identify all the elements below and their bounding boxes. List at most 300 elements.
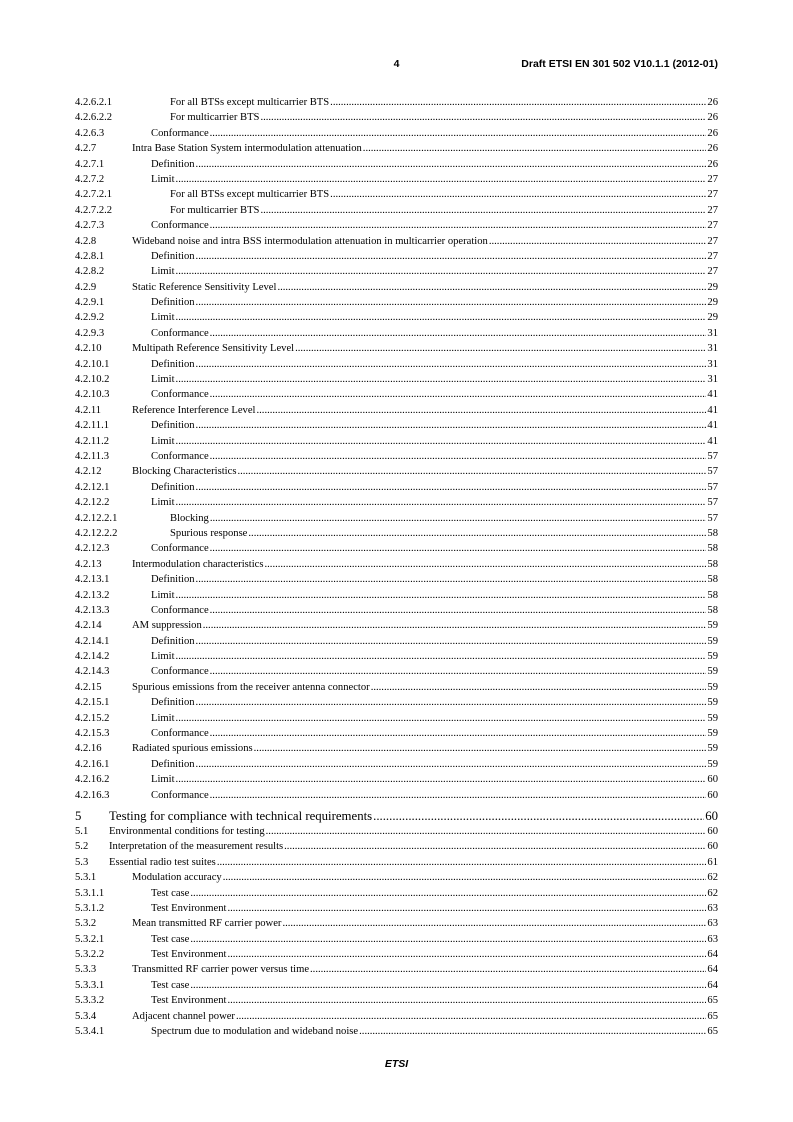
toc-dot-leader <box>265 557 707 572</box>
toc-entry[interactable] <box>75 418 718 433</box>
toc-entry-page: 57 <box>707 481 718 493</box>
toc-entry-body <box>170 110 718 125</box>
toc-dot-leader <box>277 280 706 295</box>
toc-entry-body <box>151 649 718 664</box>
toc-entry-number: 4.2.12.1 <box>75 481 110 493</box>
toc-entry-body <box>170 526 718 541</box>
toc-entry-number: 4.2.11 <box>75 404 102 416</box>
toc-dot-leader <box>190 978 706 993</box>
toc-entry-title: Limit <box>151 712 175 724</box>
toc-entry[interactable] <box>75 603 718 618</box>
toc-dot-leader <box>196 295 707 310</box>
toc-entry-title: Definition <box>151 574 195 586</box>
toc-entry[interactable] <box>75 824 718 839</box>
toc-entry-page: 58 <box>707 604 718 616</box>
toc-entry-page: 65 <box>707 1010 718 1022</box>
toc-dot-leader <box>237 464 706 479</box>
toc-entry-title: Conformance <box>151 728 209 740</box>
toc-entry-body <box>151 886 718 901</box>
toc-dot-leader <box>260 203 706 218</box>
toc-entry-page: 41 <box>707 404 718 416</box>
toc-entry-title: Definition <box>151 158 195 170</box>
toc-entry-body <box>151 126 718 141</box>
toc-entry[interactable] <box>75 808 718 824</box>
toc-entry[interactable] <box>75 1009 718 1024</box>
toc-entry[interactable] <box>75 772 718 787</box>
toc-entry-page: 58 <box>707 527 718 539</box>
toc-entry-number: 4.2.12 <box>75 466 102 478</box>
toc-dot-leader <box>295 341 706 356</box>
toc-entry-page: 59 <box>707 635 718 647</box>
toc-entry-title: Conformance <box>151 127 209 139</box>
toc-dot-leader <box>210 126 707 141</box>
toc-entry-title: Intra Base Station System intermodulation attenuation <box>132 143 362 155</box>
toc-entry-body <box>151 295 718 310</box>
toc-entry-number: 4.2.6.2.1 <box>75 97 113 108</box>
toc-entry-page: 41 <box>707 420 718 432</box>
toc-entry[interactable] <box>75 310 718 325</box>
toc-entry-page: 60 <box>707 774 718 786</box>
toc-entry[interactable] <box>75 95 718 110</box>
toc-entry-title: Wideband noise and intra BSS intermodulation attenuation in multicarrier operation <box>132 235 488 247</box>
toc-entry-page: 26 <box>707 127 718 139</box>
toc-entry-page: 61 <box>707 856 718 868</box>
toc-dot-leader <box>176 264 707 279</box>
toc-entry[interactable] <box>75 295 718 310</box>
toc-entry[interactable] <box>75 326 718 341</box>
toc-entry-title: Multipath Reference Sensitivity Level <box>132 343 295 355</box>
toc-entry-body <box>170 187 718 202</box>
toc-entry-number: 5.3.1.1 <box>75 887 105 899</box>
toc-entry-page: 64 <box>707 964 718 976</box>
toc-entry-number: 4.2.15.3 <box>75 728 110 740</box>
toc-entry-page: 58 <box>707 589 718 601</box>
toc-entry-body <box>109 808 718 824</box>
toc-entry-title: Transmitted RF carrier power versus time <box>132 964 310 976</box>
toc-dot-leader <box>489 234 707 249</box>
toc-entry-number: 4.2.15 <box>75 681 102 693</box>
toc-entry[interactable] <box>75 726 718 741</box>
toc-entry-body <box>151 726 718 741</box>
toc-entry-page: 59 <box>707 743 718 755</box>
toc-entry-title: Adjacent channel power <box>132 1010 235 1022</box>
toc-entry-body <box>151 480 718 495</box>
toc-entry[interactable] <box>75 572 718 587</box>
toc-entry-title: Test Environment <box>151 949 227 961</box>
toc-entry-page: 60 <box>705 808 718 823</box>
toc-dot-leader <box>196 357 707 372</box>
toc-entry-number: 4.2.11.3 <box>75 450 110 462</box>
toc-entry-page: 60 <box>707 841 718 853</box>
toc-entry-number: 4.2.9.2 <box>75 312 105 324</box>
toc-entry[interactable] <box>75 664 718 679</box>
toc-entry[interactable] <box>75 126 718 141</box>
toc-entry-body <box>132 464 718 479</box>
toc-entry-body <box>151 1024 718 1039</box>
toc-dot-leader <box>217 855 707 870</box>
toc-entry-number: 4.2.14.2 <box>75 651 110 663</box>
toc-dot-leader <box>248 526 706 541</box>
toc-entry-number: 4.2.7.2.1 <box>75 189 113 201</box>
toc-entry-body <box>151 541 718 556</box>
toc-entry-number: 4.2.13.1 <box>75 574 110 586</box>
toc-dot-leader <box>236 1009 706 1024</box>
toc-entry-number: 4.2.10.1 <box>75 358 110 370</box>
toc-dot-leader <box>176 310 707 325</box>
toc-entry-title: Limit <box>151 497 175 509</box>
toc-entry-page: 26 <box>707 97 718 108</box>
toc-entry-number: 4.2.12.3 <box>75 543 110 555</box>
toc-entry-number: 4.2.10.3 <box>75 389 110 401</box>
toc-entry-title: Blocking Characteristics <box>132 466 237 478</box>
toc-entry-page: 27 <box>707 235 718 247</box>
toc-entry-body <box>151 993 718 1008</box>
toc-dot-leader <box>176 372 707 387</box>
toc-entry-title: Conformance <box>151 666 209 678</box>
toc-entry-title: Environmental conditions for testing <box>109 825 265 837</box>
toc-entry-title: Limit <box>151 651 175 663</box>
toc-entry-body <box>151 310 718 325</box>
toc-entry-body <box>151 264 718 279</box>
toc-entry[interactable] <box>75 788 718 803</box>
toc-entry[interactable] <box>75 757 718 772</box>
toc-entry-number: 4.2.6.3 <box>75 127 105 139</box>
toc-entry-number: 4.2.14.3 <box>75 666 110 678</box>
toc-entry-page: 59 <box>707 758 718 770</box>
toc-dot-leader <box>266 824 707 839</box>
toc-entry-page: 63 <box>707 933 718 945</box>
toc-entry-title: Spurious response <box>170 527 248 539</box>
toc-entry[interactable] <box>75 511 718 526</box>
toc-dot-leader <box>196 757 707 772</box>
toc-entry-number: 4.2.16.1 <box>75 758 110 770</box>
toc-entry[interactable] <box>75 526 718 541</box>
toc-entry-body <box>109 824 718 839</box>
toc-entry-title: AM suppression <box>132 620 202 632</box>
toc-entry-title: Limit <box>151 312 175 324</box>
toc-entry-title: Conformance <box>151 543 209 555</box>
toc-entry[interactable] <box>75 218 718 233</box>
toc-entry-title: For all BTSs except multicarrier BTS <box>170 189 330 201</box>
toc-entry-page: 27 <box>707 250 718 262</box>
toc-dot-leader <box>176 711 707 726</box>
toc-entry-page: 26 <box>707 158 718 170</box>
toc-entry-title: Conformance <box>151 789 209 801</box>
toc-entry-body <box>132 680 718 695</box>
toc-entry[interactable] <box>75 855 718 870</box>
toc-dot-leader <box>359 1024 706 1039</box>
toc-entry-number: 5 <box>75 808 82 823</box>
toc-entry[interactable] <box>75 916 718 931</box>
toc-entry-title: Limit <box>151 374 175 386</box>
table-of-contents <box>75 95 718 1039</box>
toc-entry-page: 27 <box>707 220 718 232</box>
toc-dot-leader <box>196 480 707 495</box>
toc-dot-leader <box>196 418 707 433</box>
toc-entry[interactable] <box>75 993 718 1008</box>
page-header-number: 4 <box>393 58 400 70</box>
toc-entry[interactable] <box>75 711 718 726</box>
toc-entry-page: 57 <box>707 512 718 524</box>
toc-dot-leader <box>330 95 706 110</box>
toc-entry-number: 4.2.16.2 <box>75 774 110 786</box>
toc-entry-body <box>132 557 718 572</box>
toc-entry-body <box>151 947 718 962</box>
toc-entry-number: 4.2.9 <box>75 281 97 293</box>
toc-entry-title: For all BTSs except multicarrier BTS <box>170 97 330 108</box>
toc-entry-number: 4.2.13.3 <box>75 604 110 616</box>
toc-entry[interactable] <box>75 588 718 603</box>
toc-entry-title: Spurious emissions from the receiver antenna connector <box>132 681 370 693</box>
toc-entry-number: 4.2.11.1 <box>75 420 110 432</box>
toc-entry[interactable] <box>75 1024 718 1039</box>
toc-entry-body <box>151 495 718 510</box>
toc-entry-title: Limit <box>151 435 175 447</box>
toc-entry-title: Test Environment <box>151 902 227 914</box>
toc-entry-body <box>132 618 718 633</box>
toc-entry-page: 59 <box>707 651 718 663</box>
toc-entry-number: 4.2.16 <box>75 743 102 755</box>
toc-dot-leader <box>176 772 707 787</box>
toc-entry-body <box>132 341 718 356</box>
toc-entry-number: 4.2.7 <box>75 143 97 155</box>
toc-entry-page: 26 <box>707 112 718 124</box>
toc-entry-body <box>151 634 718 649</box>
toc-dot-leader <box>371 680 707 695</box>
toc-entry-number: 4.2.10 <box>75 343 102 355</box>
toc-entry-body <box>151 932 718 947</box>
toc-entry[interactable] <box>75 695 718 710</box>
toc-entry-page: 59 <box>707 681 718 693</box>
toc-entry-page: 26 <box>707 143 718 155</box>
toc-dot-leader <box>196 634 707 649</box>
toc-dot-leader <box>196 249 707 264</box>
toc-entry-page: 29 <box>707 312 718 324</box>
toc-entry-body <box>109 839 718 854</box>
toc-entry-title: Limit <box>151 266 175 278</box>
toc-entry[interactable] <box>75 234 718 249</box>
toc-entry[interactable] <box>75 110 718 125</box>
toc-dot-leader <box>254 741 707 756</box>
toc-entry[interactable] <box>75 341 718 356</box>
toc-entry-page: 59 <box>707 712 718 724</box>
toc-dot-leader <box>210 218 707 233</box>
toc-entry[interactable] <box>75 978 718 993</box>
toc-entry[interactable] <box>75 249 718 264</box>
toc-entry-page: 31 <box>707 374 718 386</box>
toc-entry[interactable] <box>75 901 718 916</box>
toc-entry[interactable] <box>75 372 718 387</box>
toc-entry-page: 27 <box>707 204 718 216</box>
toc-entry-page: 29 <box>707 297 718 309</box>
toc-entry[interactable] <box>75 172 718 187</box>
toc-entry-body <box>151 449 718 464</box>
toc-entry-title: Test case <box>151 933 190 945</box>
toc-entry-number: 4.2.11.2 <box>75 435 110 447</box>
toc-dot-leader <box>203 618 707 633</box>
toc-entry-body <box>132 234 718 249</box>
toc-entry-title: Definition <box>151 758 195 770</box>
toc-entry[interactable] <box>75 634 718 649</box>
toc-entry-body <box>151 372 718 387</box>
toc-dot-leader <box>210 326 707 341</box>
toc-dot-leader <box>227 901 706 916</box>
toc-dot-leader <box>310 962 706 977</box>
toc-entry-title: Interpretation of the measurement results <box>109 841 284 853</box>
toc-entry-number: 5.3.4.1 <box>75 1026 105 1038</box>
toc-dot-leader <box>176 588 707 603</box>
toc-dot-leader <box>210 449 707 464</box>
toc-entry[interactable] <box>75 886 718 901</box>
toc-entry[interactable] <box>75 649 718 664</box>
toc-entry-body <box>151 249 718 264</box>
toc-entry-number: 4.2.13 <box>75 558 102 570</box>
toc-entry-body <box>132 1009 718 1024</box>
toc-entry-number: 4.2.7.1 <box>75 158 105 170</box>
toc-entry-body <box>132 916 718 931</box>
toc-entry-title: Blocking <box>170 512 209 524</box>
toc-entry-body <box>151 711 718 726</box>
toc-entry-title: Definition <box>151 420 195 432</box>
toc-dot-leader <box>363 141 707 156</box>
toc-entry-title: Definition <box>151 358 195 370</box>
toc-entry-body <box>170 203 718 218</box>
toc-dot-leader <box>210 664 707 679</box>
toc-entry[interactable] <box>75 141 718 156</box>
toc-entry-page: 41 <box>707 389 718 401</box>
toc-entry-page: 27 <box>707 189 718 201</box>
toc-entry-page: 58 <box>707 543 718 555</box>
toc-entry-page: 60 <box>707 789 718 801</box>
toc-entry[interactable] <box>75 449 718 464</box>
toc-entry-body <box>151 603 718 618</box>
toc-entry[interactable] <box>75 480 718 495</box>
toc-entry-title: Conformance <box>151 220 209 232</box>
toc-entry-number: 5.1 <box>75 825 89 837</box>
toc-dot-leader <box>190 886 706 901</box>
toc-entry[interactable] <box>75 464 718 479</box>
toc-entry-number: 4.2.13.2 <box>75 589 110 601</box>
toc-entry-number: 5.3 <box>75 856 89 868</box>
toc-entry[interactable] <box>75 839 718 854</box>
toc-dot-leader <box>190 932 706 947</box>
toc-entry-body <box>151 664 718 679</box>
toc-dot-leader <box>257 403 707 418</box>
toc-entry[interactable] <box>75 495 718 510</box>
toc-entry-body <box>132 403 718 418</box>
toc-entry[interactable] <box>75 264 718 279</box>
toc-entry-number: 4.2.10.2 <box>75 374 110 386</box>
toc-dot-leader <box>284 839 706 854</box>
toc-dot-leader <box>210 603 707 618</box>
toc-entry[interactable] <box>75 618 718 633</box>
toc-entry-body <box>151 772 718 787</box>
toc-entry[interactable] <box>75 680 718 695</box>
toc-entry-title: Essential radio test suites <box>109 856 216 868</box>
toc-entry-page: 59 <box>707 666 718 678</box>
toc-entry-body <box>132 141 718 156</box>
toc-entry-body <box>132 741 718 756</box>
toc-entry[interactable] <box>75 932 718 947</box>
toc-entry[interactable] <box>75 403 718 418</box>
toc-entry-page: 64 <box>707 979 718 991</box>
toc-entry[interactable] <box>75 434 718 449</box>
toc-entry[interactable] <box>75 741 718 756</box>
toc-entry-number: 4.2.8.2 <box>75 266 105 278</box>
toc-dot-leader <box>210 726 707 741</box>
toc-entry-title: Definition <box>151 250 195 262</box>
toc-entry-page: 41 <box>707 435 718 447</box>
toc-entry-number: 5.3.4 <box>75 1010 97 1022</box>
toc-entry-page: 57 <box>707 450 718 462</box>
toc-entry-body <box>151 434 718 449</box>
toc-entry-number: 5.3.1.2 <box>75 902 105 914</box>
toc-entry-number: 4.2.7.2 <box>75 173 105 185</box>
toc-entry-title: Definition <box>151 635 195 647</box>
toc-entry[interactable] <box>75 557 718 572</box>
toc-entry[interactable] <box>75 157 718 172</box>
toc-dot-leader <box>176 434 707 449</box>
toc-dot-leader <box>223 870 707 885</box>
toc-dot-leader <box>373 808 704 824</box>
toc-entry-number: 4.2.12.2.1 <box>75 512 118 524</box>
toc-entry-number: 4.2.14 <box>75 620 102 632</box>
toc-entry-title: Test case <box>151 979 190 991</box>
toc-entry-title: Definition <box>151 481 195 493</box>
toc-entry[interactable] <box>75 962 718 977</box>
toc-entry-title: For multicarrier BTS <box>170 112 260 124</box>
toc-dot-leader <box>210 387 707 402</box>
toc-entry-body <box>151 901 718 916</box>
toc-entry-page: 60 <box>707 825 718 837</box>
toc-dot-leader <box>330 187 706 202</box>
toc-entry-title: Test Environment <box>151 995 227 1007</box>
toc-entry-title: Static Reference Sensitivity Level <box>132 281 277 293</box>
toc-entry[interactable] <box>75 280 718 295</box>
toc-dot-leader <box>227 947 706 962</box>
toc-entry[interactable] <box>75 357 718 372</box>
toc-entry-body <box>132 962 718 977</box>
toc-entry-page: 31 <box>707 327 718 339</box>
toc-entry-page: 57 <box>707 497 718 509</box>
toc-entry-page: 62 <box>707 872 718 884</box>
toc-entry-title: Limit <box>151 173 175 185</box>
toc-dot-leader <box>176 172 707 187</box>
toc-entry[interactable] <box>75 947 718 962</box>
toc-entry[interactable] <box>75 541 718 556</box>
toc-entry-number: 5.2 <box>75 841 89 853</box>
toc-entry-number: 4.2.7.3 <box>75 220 105 232</box>
toc-entry-page: 27 <box>707 266 718 278</box>
toc-entry[interactable] <box>75 387 718 402</box>
toc-entry-title: Definition <box>151 297 195 309</box>
toc-dot-leader <box>196 695 707 710</box>
toc-dot-leader <box>282 916 706 931</box>
toc-entry-title: Limit <box>151 774 175 786</box>
toc-entry[interactable] <box>75 203 718 218</box>
toc-entry-number: 4.2.8.1 <box>75 250 105 262</box>
toc-entry[interactable] <box>75 870 718 885</box>
toc-entry-number: 4.2.16.3 <box>75 789 110 801</box>
toc-entry-number: 4.2.14.1 <box>75 635 110 647</box>
toc-entry-page: 29 <box>707 281 718 293</box>
toc-entry-number: 4.2.12.2 <box>75 497 110 509</box>
toc-entry[interactable] <box>75 187 718 202</box>
toc-entry-number: 4.2.12.2.2 <box>75 527 118 539</box>
toc-entry-body <box>170 95 718 110</box>
toc-entry-number: 4.2.6.2.2 <box>75 112 113 124</box>
toc-entry-title: Spectrum due to modulation and wideband noise <box>151 1026 359 1038</box>
